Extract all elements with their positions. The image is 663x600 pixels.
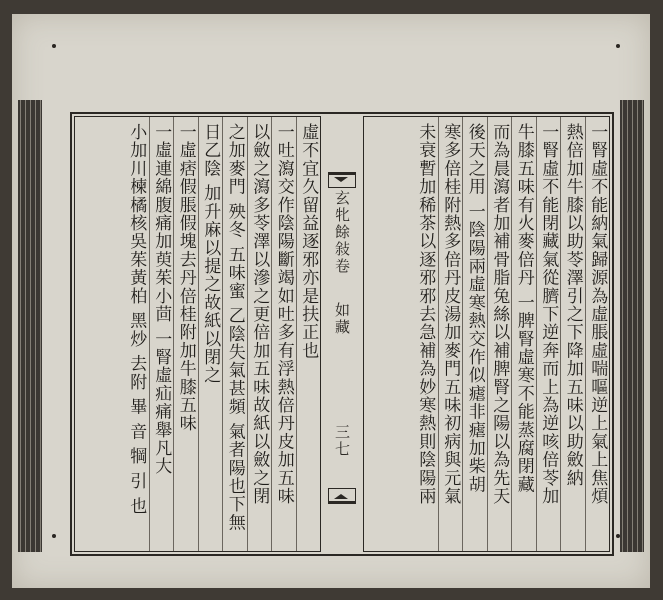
text-column [198,117,223,551]
text-column [462,117,487,551]
bottom-fishtail-mark [328,488,356,504]
binding-hole [616,44,620,48]
text-column [560,117,585,551]
right-text-panel [363,116,610,552]
right-binding-edge [620,100,644,552]
text-column [247,117,272,551]
text-column [173,117,198,551]
text-column [222,117,247,551]
section-label: 如藏 [333,302,351,336]
column-text: 未衰暫加稀茶以逐邪邪去急補為妙寒熱則陰陽兩 [415,123,436,506]
text-column [124,117,149,551]
column-text: 一虛痞假脹假塊去丹倍桂附加牛膝五味 [175,123,196,433]
column-text: 牛膝五味有火麥倍丹 一脾腎虛寒不能蒸腐閉藏 [513,123,534,494]
text-column [438,117,463,551]
left-binding-edge [18,100,42,552]
column-text: 以斂之瀉多苓澤以滲之更倍加五味故紙以斂之閉 [249,123,270,506]
left-text-panel [74,116,321,552]
column-text: 熱倍加牛膝以助苓澤引之下降加五味以助斂納 [562,123,583,487]
print-frame [70,112,614,556]
page-sheet [12,14,650,588]
binding-hole [616,534,620,538]
text-column [511,117,536,551]
page-number: 三七 [333,424,351,458]
column-text: 一虛連綿腹痛加萸茱小茴 一腎虛疝痛舉凡大 [151,123,172,476]
column-text: 一吐瀉交作陰陽斷竭如吐多有浮熱倍丹皮加五味 [273,123,294,506]
binding-hole [52,534,56,538]
column-text: 一腎虛不能閉藏氣從臍下逆奔而上為逆咳倍苓加 [538,123,559,506]
column-text: 後天之用 一陰陽兩虛寒熱交作似瘧非瘧加柴胡 [464,123,485,494]
column-text: 而為晨瀉者加補骨脂兔絲以補脾腎之陽以為先天 [489,123,510,506]
column-text: 日乙陰 加升麻以提之故紙以閉之 [200,123,221,385]
binding-hole [52,44,56,48]
column-text: 虛不宜久留益逐邪亦是扶正也 [298,123,319,360]
text-column [296,117,321,551]
text-column [487,117,512,551]
text-column [413,117,438,551]
top-fishtail-mark [328,172,356,188]
book-title: 玄牝餘敍卷 [333,190,351,275]
column-text: 小加川楝橘核吳茱黃柏 黑炒 去附 畢 音 犅 引 也 [126,123,147,516]
column-text: 之加麥門 殃冬 五味蜜 乙陰失氣甚頻 氣者陽也下無 [224,123,245,532]
text-column [271,117,296,551]
text-column [585,117,610,551]
column-text: 一腎虛不能納氣歸源為虛脹虛喘嘔逆上氣上焦煩 [587,123,608,506]
center-fold-column [320,116,362,552]
text-column [536,117,561,551]
column-text: 寒多倍桂附熱多倍丹皮湯加麥門五味初病與元氣 [440,123,461,506]
text-column [149,117,174,551]
